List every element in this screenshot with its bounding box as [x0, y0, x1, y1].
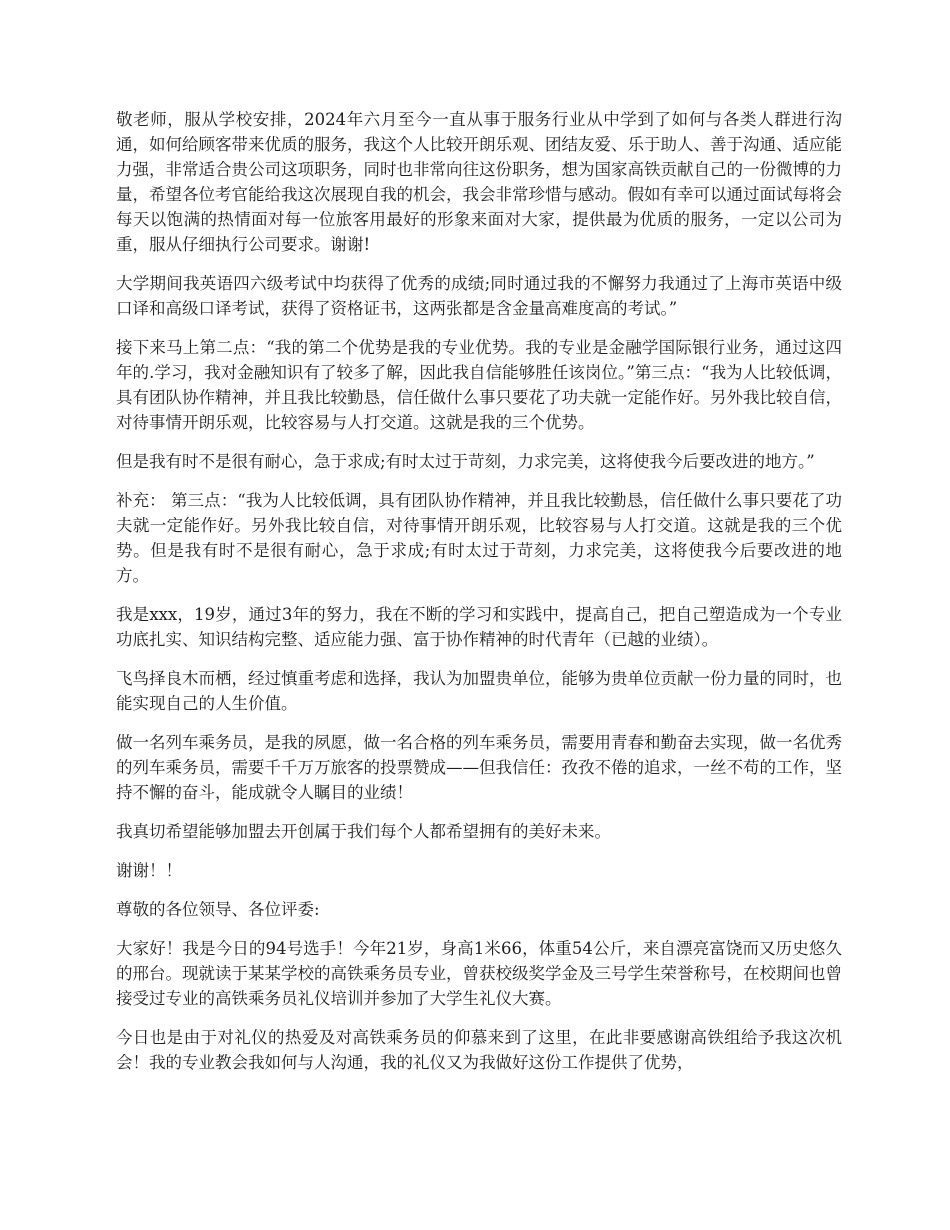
paragraph-greeting: 大家好！我是今日的94号选手！今年21岁，身高1米66，体重54公斤，来自漂亮富饶而又历史悠久的邢台。现就读于某某学校的高铁乘务员专业，曾获校级奖学金及三号学生荣誉称号，在校期间也曾接受过专业的高铁乘务员礼仪培训并参加了大学生礼仪大赛。 — [116, 939, 842, 1008]
paragraph-thanks: 谢谢！！ — [116, 861, 182, 880]
document-body — [116, 107, 842, 1089]
paragraph-intro: 敬老师，服从学校安排，2024年六月至今一直从事于服务行业从中学到了如何与各类人群进行沟通，如何给顾客带来优质的服务，我这个人比较开朗乐观、团结友爱、乐于助人、善于沟通、适应能力强，非常适合贵公司这项职务，同时也非常向往这份职务，想为国家高铁贡献自己的一份微博的力量，希望各位考官能给我这次展现自我的机会，我会非常珍惜与感动。假如有幸可以通过面试每将会每天以饱满的热情面对每一位旅客用最好的形象来面对大家，提供最为优质的服务，一定以公司为重，服从仔细执行公司要求。谢谢! — [116, 110, 842, 254]
paragraph-hope: 我真切希望能够加盟去开创属于我们每个人都希望拥有的美好未来。 — [116, 822, 611, 841]
paragraph-motivation: 飞鸟择良木而栖，经过慎重考虑和选择，我认为加盟贵单位，能够为贵单位贡献一份力量的同时，也能实现自己的人生价值。 — [116, 669, 842, 713]
paragraph-second-point: 接下来马上第二点：“我的第二个优势是我的专业优势。我的专业是金融学国际银行业务，通过这四年的.学习，我对金融知识有了较多了解，因此我自信能够胜任该岗位。”第三点：“我为人比较低调，具有团队协作精神，并且我比较勤恳，信任做什么事只要花了功夫就一定能作好。另外我比较自信，对待事情开朗乐观，比较容易与人打交道。这就是我的三个优势。 — [116, 338, 842, 432]
paragraph-english-exams: 大学期间我英语四六级考试中均获得了优秀的成绩;同时通过我的不懈努力我通过了上海市英语中级口译和高级口译考试，获得了资格证书，这两张都是含金量高难度高的考试。” — [116, 274, 842, 318]
paragraph-weakness: 但是我有时不是很有耐心，急于求成;有时太过于苛刻，力求完美，这将使我今后要改进的地方。” — [116, 452, 815, 471]
paragraph-self-intro: 我是xxx，19岁，通过3年的努力，我在不断的学习和实践中，提高自己，把自己塑造成为一个专业功底扎实、知识结构完整、适应能力强、富于协作精神的时代青年（已越的业绩）。 — [116, 605, 842, 649]
paragraph-salutation: 尊敬的各位领导、各位评委: — [116, 900, 320, 919]
paragraph-supplement: 补充： 第三点：“我为人比较低调，具有团队协作精神，并且我比较勤恳，信任做什么事只要花了功夫就一定能作好。另外我比较自信，对待事情开朗乐观，比较容易与人打交道。这就是我的三个优势。但是我有时不是很有耐心，急于求成;有时太过于苛刻，力求完美，这将使我今后要改进的地方。 — [116, 491, 842, 585]
paragraph-aspiration: 做一名列车乘务员，是我的夙愿，做一名合格的列车乘务员，需要用青春和勤奋去实现，做一名优秀的列车乘务员，需要千千万万旅客的投票赞成——但我信任：孜孜不倦的追求，一丝不苟的工作，坚持不懈的奋斗，能成就令人瞩目的业绩！ — [116, 733, 842, 802]
paragraph-etiquette: 今日也是由于对礼仪的热爱及对高铁乘务员的仰慕来到了这里，在此非要感谢高铁组给予我这次机会！我的专业教会我如何与人沟通，我的礼仪又为我做好这份工作提供了优势， — [116, 1028, 842, 1072]
